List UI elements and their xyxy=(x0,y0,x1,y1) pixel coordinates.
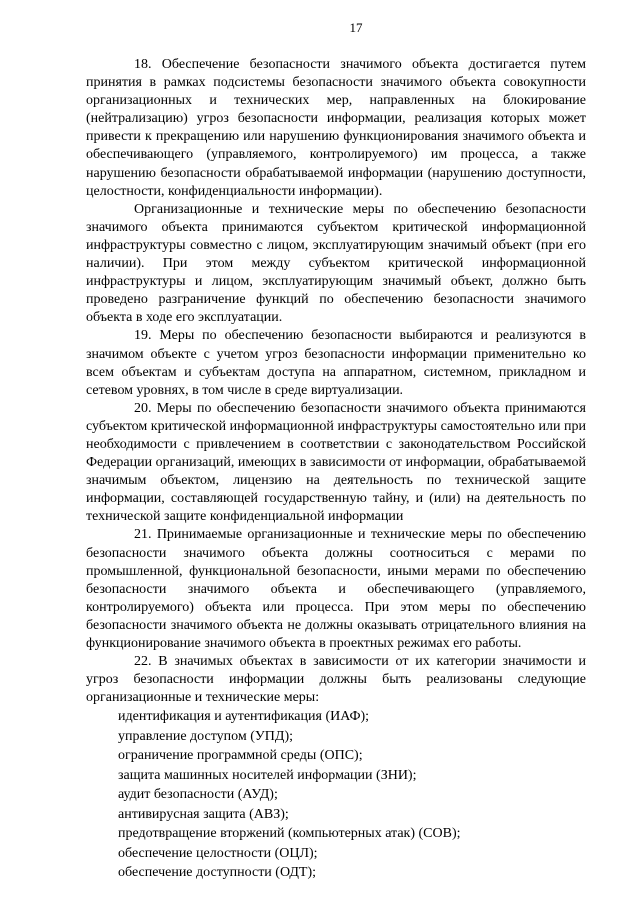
list-item: ограничение программной среды (ОПС); xyxy=(118,748,363,764)
paragraph-18: 18. Обеспечение безопасности значимого объекта достигается путем принятия в рамках подсистемы безопасности значимого объекта совокупности организационных и технических мер, направленных на блокирование (нейтрализацию) угроз безопасности информации, реализация которых может привести к прекращению или нарушению функционирования значимого объекта и обеспечивающего (управляемого, контролируемого) им процесса, а также нарушению безопасности обрабатываемой информации (нарушению доступности, целостности, конфиденциальности информации). xyxy=(86,57,586,199)
measures-list xyxy=(86,707,586,883)
list-item: защита машинных носителей информации (ЗНИ); xyxy=(118,767,417,783)
list-item: управление доступом (УПД); xyxy=(118,728,294,744)
paragraph-18-continuation: Организационные и технические меры по обеспечению безопасности значимого объекта принимаются субъектом критической информационной инфраструктуры совместно с лицом, эксплуатирующим значимый объект (при его наличии). При этом между субъектом критической информационной инфраструктуры и лицом, эксплуатирующим значимый объект, должно быть проведено разграничение функций по обеспечению безопасности значимого объекта в ходе его эксплуатации. xyxy=(86,201,586,326)
list-item: предотвращение вторжений (компьютерных атак) (СОВ); xyxy=(118,826,461,842)
paragraph-21: 21. Принимаемые организационные и технические меры по обеспечению безопасности значимого объекта должны соотноситься с мерами по промышленной, функциональной безопасности, иными мерами по обеспечению безопасности значимого объекта и обеспечивающего (управляемого, контролируемого) объекта или процесса. При этом меры по обеспечению безопасности значимого объекта не должны оказывать отрицательного влияния на функционирование значимого объекта в проектных режимах его работы. xyxy=(86,527,586,651)
paragraph-20: 20. Меры по обеспечению безопасности значимого объекта принимаются субъектом критической информационной инфраструктуры самостоятельно или при необходимости с привлечением в соответствии с законодательством Российской Федерации организаций, имеющих в зависимости от информации, обрабатываемой значимым объектом, лицензию на деятельность по технической защите информации, составляющей государственную тайну, и (или) на деятельность по технической защите конфиденциальной информации xyxy=(86,400,586,525)
list-item: обеспечение целостности (ОЦЛ); xyxy=(118,845,318,861)
page-number: 17 xyxy=(349,20,363,35)
list-item: обеспечение доступности (ОДТ); xyxy=(118,865,317,881)
list-item: аудит безопасности (АУД); xyxy=(118,787,278,803)
list-item: антивирусная защита (АВЗ); xyxy=(118,806,289,822)
list-item: идентификация и аутентификация (ИАФ); xyxy=(118,709,370,725)
paragraph-22: 22. В значимых объектах в зависимости от их категории значимости и угроз безопасности информации должны быть реализованы следующие организационные и технические меры: xyxy=(86,654,586,706)
paragraph-19: 19. Меры по обеспечению безопасности выбираются и реализуются в значимом объекте с учетом угроз безопасности информации применительно ко всем объектам и субъектам доступа на аппаратном, системном, прикладном и сетевом уровнях, в том числе в среде виртуализации. xyxy=(86,328,586,398)
